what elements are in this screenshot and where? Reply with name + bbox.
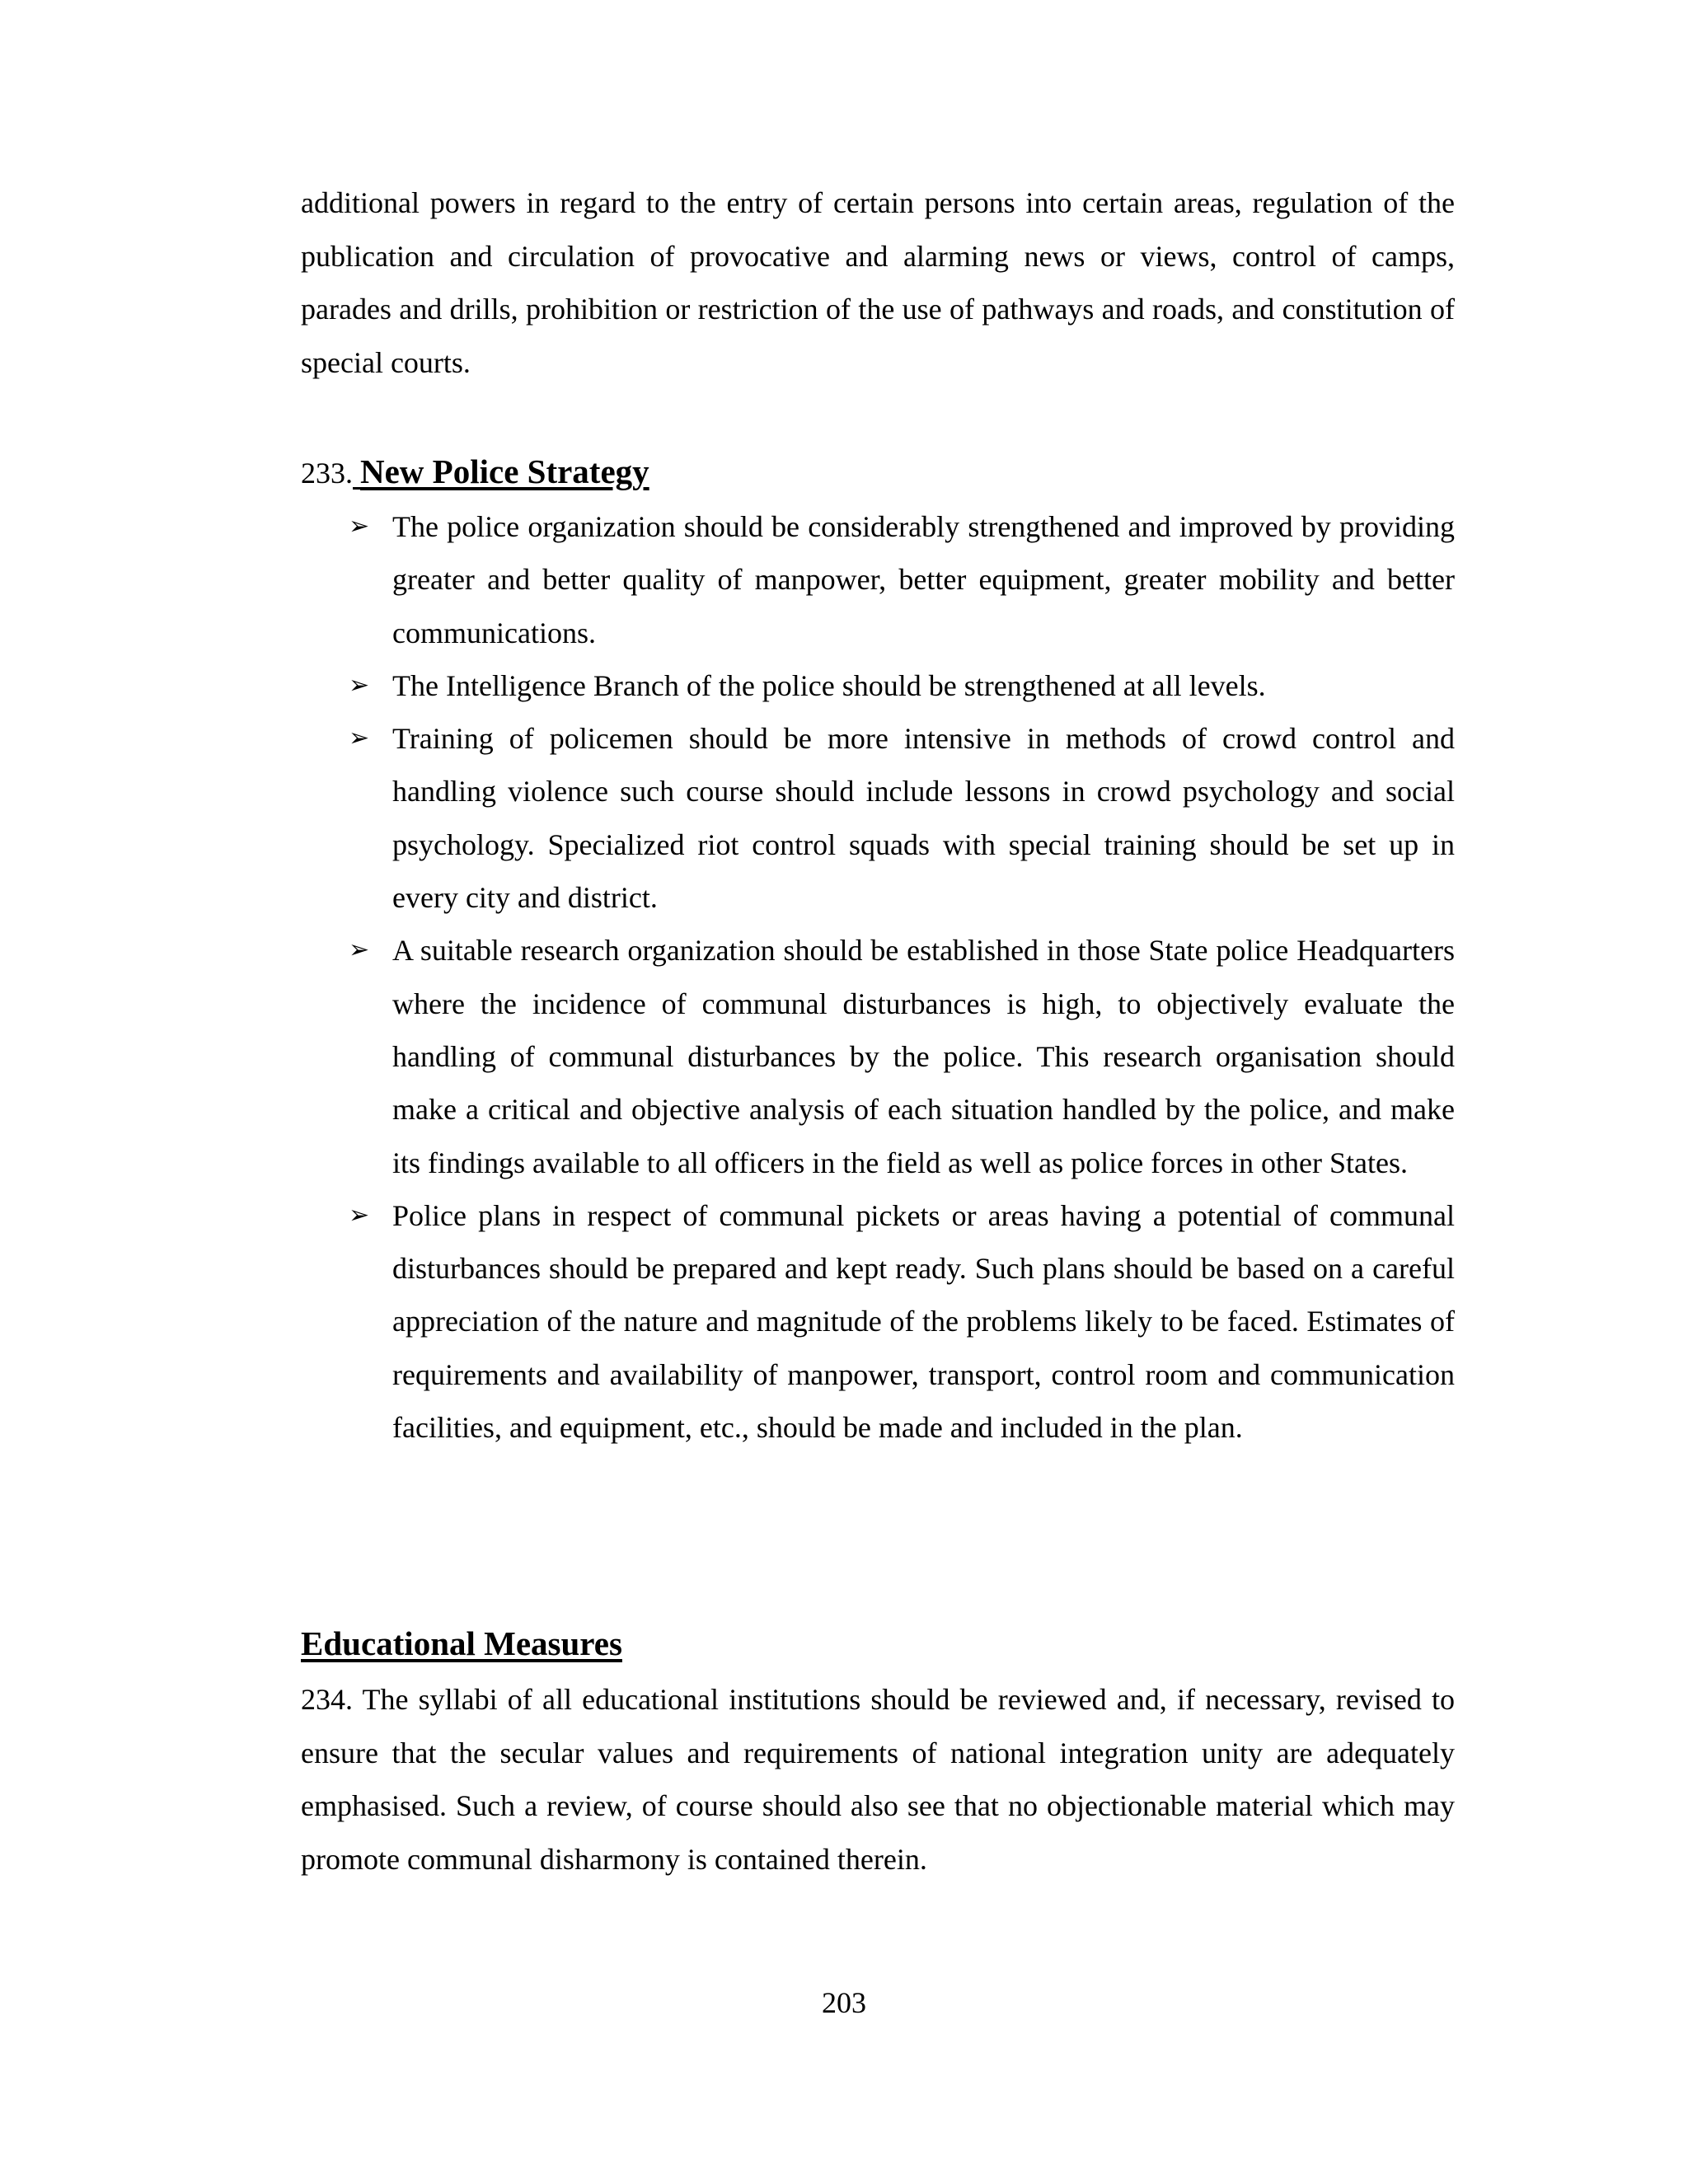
section-234-paragraph: 234. The syllabi of all educational institutions should be reviewed and, if necessary, revised to ensure that the secular values and requirements of national integration unity are adequately emphasised. Such a review, of course should also see that no objectionable material which may promote communal disharmony is contained therein. [301,1683,1455,1876]
arrow-bullet-icon: ➢ [349,670,370,700]
list-item [301,659,1455,712]
list-item-text: A suitable research organization should be established in those State police Headquarters where the incidence of communal disturbances is high, to objectively evaluate the handling of communal disturbances by the police. This research organisation should make a critical and objective analysis of each situation handled by the police, and make its findings available to all officers in the field as well as police forces in other States. [392,934,1455,1179]
educational-measures-heading: Educational Measures [301,1624,622,1662]
intro-paragraph-block [301,176,1455,389]
list-item [301,712,1455,924]
section-233-title: New Police Strategy [360,452,649,490]
list-item-text: The Intelligence Branch of the police should be strengthened at all levels. [392,668,1266,702]
intro-paragraph: additional powers in regard to the entry of certain persons into certain areas, regulation of the publication and circulation of provocative and alarming news or views, control of camps, parades and drills, prohibition or restriction of the use of pathways and roads, and constitution of special courts. [301,186,1455,379]
police-strategy-list [301,500,1455,1454]
list-item-text: The police organization should be considerably strengthened and improved by providing greater and better quality of manpower, better equipment, greater mobility and better communications. [392,510,1455,649]
arrow-bullet-icon: ➢ [349,935,370,965]
list-item [301,1189,1455,1454]
arrow-bullet-icon: ➢ [349,512,370,541]
section-234-block [301,1673,1455,1886]
list-item [301,500,1455,659]
list-item [301,924,1455,1188]
section-233-heading [301,445,649,499]
page-number: 203 [822,1986,866,2019]
list-item-text: Police plans in respect of communal pickets or areas having a potential of communal disturbances should be prepared and kept ready. Such plans should be based on a careful appreciation of the nature and magnitude of the problems likely to be faced. Estimates of requirements and availability of manpower, transport, control room and communication facilities, and equipment, etc., should be made and included in the plan. [392,1198,1455,1445]
section-233-number: 233. [301,457,353,490]
arrow-bullet-icon: ➢ [349,1200,370,1230]
list-item-text: Training of policemen should be more intensive in methods of crowd control and handling violence such course should include lessons in crowd psychology and social psychology. Specialized riot control squads with special training should be set up in every city and district. [392,722,1455,915]
arrow-bullet-icon: ➢ [349,724,370,753]
